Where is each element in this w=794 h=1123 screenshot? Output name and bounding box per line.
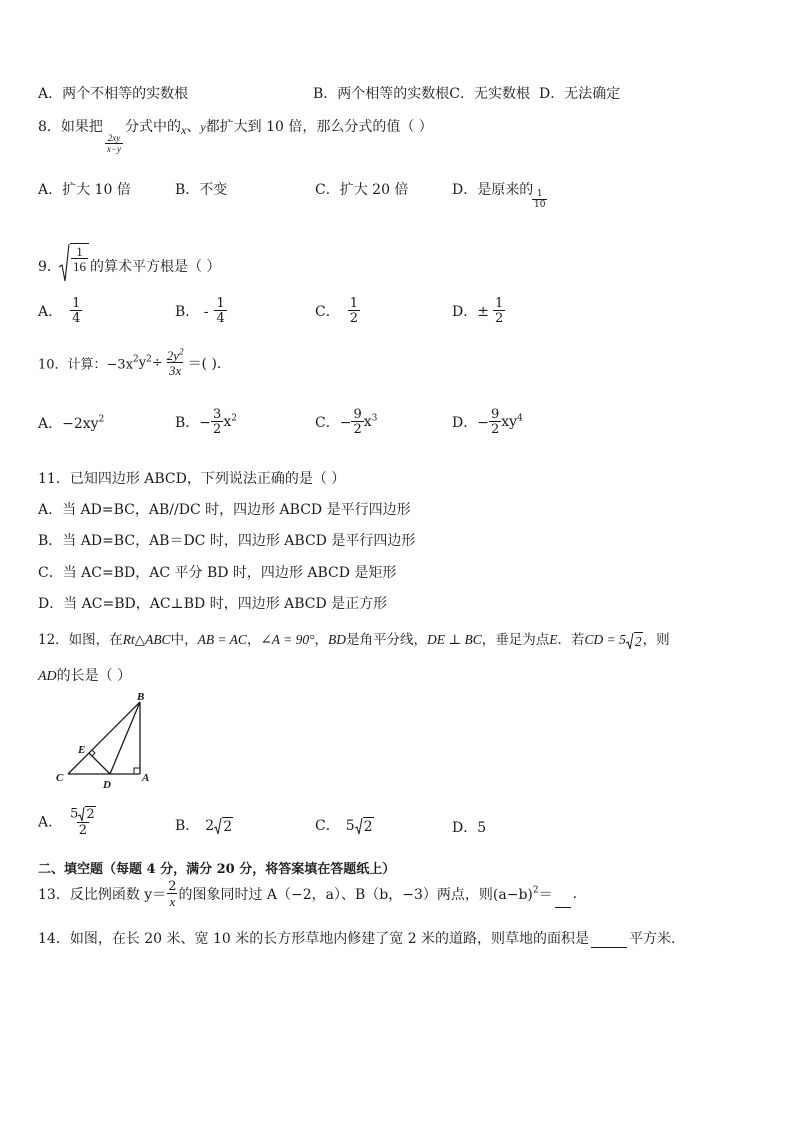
q9-suffix: 的算术平方根是（ ） <box>90 259 221 275</box>
q10-d-den: 2 <box>490 422 500 437</box>
q9-option-c <box>315 297 360 325</box>
q8-y: y <box>200 120 206 134</box>
q12-option-c-label: C． <box>315 818 340 834</box>
q9-b-num: 1 <box>216 296 225 311</box>
q12-p3: ， <box>246 632 261 648</box>
q12-option-b <box>175 815 233 835</box>
q10-option-a <box>38 413 104 433</box>
label-a: A <box>142 772 150 784</box>
q12-option-d: D．5 <box>452 820 487 836</box>
q12-option-c <box>315 815 374 835</box>
q12-option-a-label: A． <box>38 814 63 831</box>
radical-sign-icon <box>58 243 70 283</box>
q10-b-sup: 2 <box>231 413 237 424</box>
q9-option-d <box>452 297 505 325</box>
label-e: E <box>78 744 86 756</box>
q12-p5: 是角平分线， <box>346 632 428 648</box>
q8-option-d-den: 10 <box>534 200 546 210</box>
q13-p1: 13．反比例函数 y＝ <box>38 887 167 903</box>
radical-sign-icon <box>214 817 222 835</box>
q12-a-den: 2 <box>78 823 88 838</box>
q12-p1: 12．如图，在 <box>38 632 123 648</box>
q14-p2: 平方米. <box>629 931 676 947</box>
q8-sep: 、 <box>186 119 201 135</box>
q12-p4: ， <box>314 632 329 648</box>
q12-cd: CD = 5 <box>584 632 626 647</box>
q8-option-d-text: D．是原来的 <box>452 182 534 198</box>
q8-x: x <box>180 123 187 137</box>
q12-triangle-figure <box>50 690 160 790</box>
q11-option-a: A．当 AD=BC，AB//DC 时，四边形 ABCD 是平行四边形 <box>38 502 411 518</box>
right-angle-e <box>92 750 95 756</box>
q10-c-sup: 3 <box>371 413 378 424</box>
q8-option-d-fraction <box>532 190 547 210</box>
q13-p4: . <box>572 886 578 902</box>
q10-stem <box>38 346 222 378</box>
q8-suffix: 都扩大到 10 倍，那么分式的值（ ） <box>205 119 433 135</box>
q9-d-num: 1 <box>494 296 504 311</box>
q13-sup: 2 <box>532 885 539 896</box>
q13-p2: 的图象同时过 A（−2，a）、B（b，−3）两点，则(a−b) <box>178 887 533 903</box>
q12-c-rad: 2 <box>363 819 373 835</box>
q7-option-a: A．两个不相等的实数根 <box>38 86 189 102</box>
q14-answer-blank[interactable] <box>591 933 627 948</box>
q9-option-a <box>38 297 82 325</box>
q8-option-a: A．扩大 10 倍 <box>38 182 131 198</box>
q9-option-a-label: A． <box>38 304 63 320</box>
q14-stem <box>38 928 676 948</box>
q10-frac-num: 2y <box>166 348 180 363</box>
q12-p7: ．若 <box>557 632 585 648</box>
section-2-title: 二、填空题（每题 4 分，满分 20 分，将答案填在答题纸上） <box>38 862 396 877</box>
q9-option-d-label: D．± <box>452 304 489 320</box>
q12-rest: 的长是（ ） <box>56 668 132 684</box>
q12-rt: Rt△ABC <box>122 632 171 647</box>
q10-option-c <box>315 408 377 436</box>
q13-stem <box>38 880 577 908</box>
q8-option-d-num: 1 <box>536 189 543 199</box>
q7-option-d: D．无法确定 <box>539 86 621 102</box>
q12-eq2: ∠A = 90° <box>260 632 315 647</box>
q10-sup1: 2 <box>133 354 139 365</box>
q11-stem: 11．已知四边形 ABCD，下列说法正确的是（ ） <box>38 471 346 487</box>
q10-option-c-label: C．− <box>315 415 352 431</box>
q12-stem-line2 <box>38 665 131 685</box>
q10-suffix: ＝( ). <box>187 356 222 372</box>
q8-fraction <box>105 134 123 154</box>
q9-rad-num: 1 <box>76 244 83 259</box>
q12-e: E <box>549 632 558 647</box>
q10-frac-num-sup: 2 <box>179 346 184 357</box>
radical-sign-icon <box>78 806 85 822</box>
q12-b-rad: 2 <box>223 819 233 835</box>
q10-sup2: 2 <box>146 354 152 365</box>
q12-bd: BD <box>328 632 347 647</box>
q8-mid: 分式中的 <box>124 119 181 135</box>
label-c: C <box>56 772 64 784</box>
q11-option-c: C．当 AC=BD，AC 平分 BD 时，四边形 ABCD 是矩形 <box>38 565 397 581</box>
q8-prefix: 8．如果把 <box>38 119 103 135</box>
label-b: B <box>137 691 145 703</box>
q9-a-den: 4 <box>72 311 81 326</box>
q12-p6: ，垂足为点 <box>481 632 550 648</box>
q10-prefix: 10．计算：−3x <box>38 357 134 373</box>
q10-option-d-label: D．− <box>452 415 489 431</box>
q9-c-den: 2 <box>349 311 358 326</box>
q10-mid: y <box>138 355 147 371</box>
q8-frac-num: 2xy <box>107 133 121 143</box>
q9-b-den: 4 <box>216 311 225 326</box>
q9-number: 9． <box>38 259 61 275</box>
q8-option-b: B．不变 <box>175 182 228 198</box>
q10-c-tail: x <box>363 414 372 430</box>
q12-c-coef: 5 <box>345 818 355 834</box>
q10-option-b-label: B．− <box>175 415 212 431</box>
q11-option-b: B．当 AD=BC，AB＝DC 时，四边形 ABCD 是平行四边形 <box>38 533 416 549</box>
q10-option-d <box>452 408 523 436</box>
q10-c-num: 9 <box>353 407 362 422</box>
q9-c-num: 1 <box>349 296 358 311</box>
q12-a-coef: 5 <box>70 806 79 822</box>
q10-d-sup: 4 <box>517 413 523 424</box>
q12-eq1: AB = AC <box>197 632 247 647</box>
segment-bd <box>110 702 140 774</box>
q9-radical <box>58 243 89 283</box>
q8-frac-den: x−y <box>106 144 121 154</box>
q10-b-den: 2 <box>213 422 222 437</box>
q11-option-d: D．当 AC=BD，AC⊥BD 时，四边形 ABCD 是正方形 <box>38 596 388 612</box>
q12-p8: ，则 <box>642 632 670 648</box>
q7-options-right <box>313 83 620 103</box>
q8-option-d <box>452 179 533 199</box>
q10-div: ÷ <box>151 355 163 371</box>
q8-stem <box>38 116 433 154</box>
q13-frac-num: 2 <box>168 879 177 894</box>
q10-c-den: 2 <box>353 422 362 437</box>
q8-option-c: C．扩大 20 倍 <box>315 182 409 198</box>
q12-cd-rad: 2 <box>634 633 642 649</box>
q10-option-a-sup: 2 <box>98 414 105 425</box>
q9-option-c-label: C． <box>315 304 340 320</box>
q14-p1: 14．如图，在长 20 米、宽 10 米的长方形草地内修建了宽 2 米的道路，则草地的面积是 <box>38 931 590 947</box>
q10-frac-den: 3x <box>169 363 182 378</box>
q12-a-rad: 2 <box>86 807 95 822</box>
q12-option-a <box>38 806 98 837</box>
side-cb <box>68 702 140 774</box>
q9-option-b-label: B． - <box>175 304 209 320</box>
q12-stem-line1 <box>38 628 670 650</box>
q12-perp: DE ⊥ BC <box>427 632 482 647</box>
q9-d-den: 2 <box>494 311 504 326</box>
q7-option-b: B．两个相等的实数根 <box>313 86 450 102</box>
q10-b-tail: x <box>223 414 232 430</box>
q12-option-b-label: B． <box>175 818 200 834</box>
q12-ad: AD <box>38 669 57 684</box>
q7-options-row <box>38 83 188 103</box>
q9-a-num: 1 <box>72 296 81 311</box>
q9-rad-den: 16 <box>73 259 86 274</box>
segment-de <box>89 753 110 774</box>
q12-p2: 中， <box>170 632 198 648</box>
q10-d-tail: xy <box>501 414 518 430</box>
q13-p3: ＝ <box>538 887 553 903</box>
q10-b-num: 3 <box>213 407 222 422</box>
q13-frac-den: x <box>169 894 176 909</box>
q10-option-a-text: A．−2xy <box>38 416 99 432</box>
q10-option-b <box>175 408 237 436</box>
q10-d-num: 9 <box>490 407 500 422</box>
right-angle-a <box>134 768 140 774</box>
q13-answer-blank[interactable] <box>555 907 571 908</box>
radical-sign-icon <box>626 632 634 650</box>
radical-sign-icon <box>355 817 363 835</box>
label-d: D <box>103 779 111 790</box>
q12-b-coef: 2 <box>205 818 215 834</box>
q9-option-b <box>175 297 227 325</box>
q7-option-c: C．无实数根 <box>449 86 531 102</box>
